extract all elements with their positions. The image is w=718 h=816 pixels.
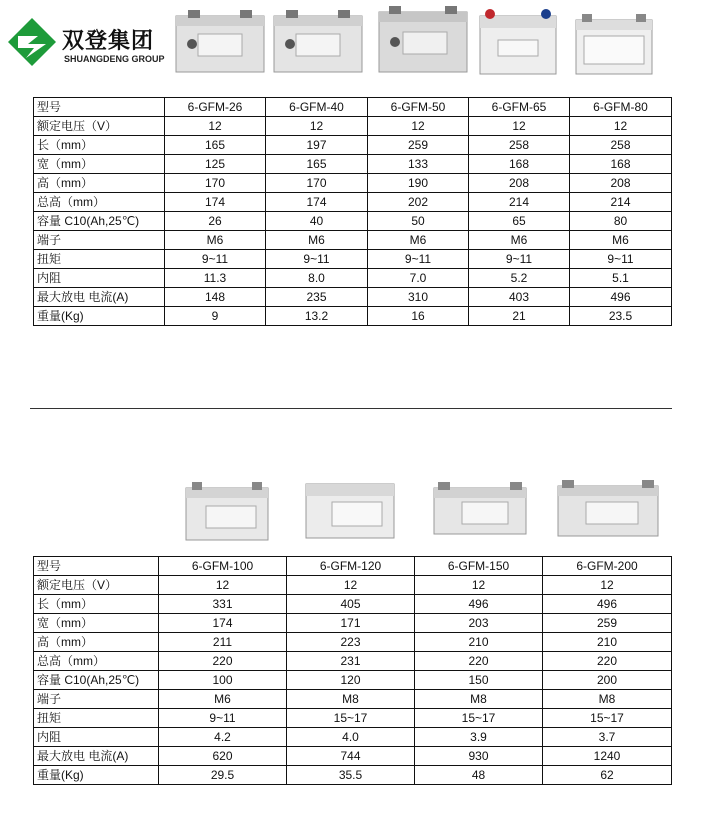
table-cell: 62 bbox=[543, 766, 672, 785]
table-cell: 214 bbox=[570, 193, 672, 212]
table-cell: M6 bbox=[266, 231, 368, 250]
table-cell: 174 bbox=[165, 193, 266, 212]
table-cell: 200 bbox=[543, 671, 672, 690]
row-label: 高（mm） bbox=[34, 633, 159, 652]
table-cell: 26 bbox=[165, 212, 266, 231]
table-cell: 405 bbox=[287, 595, 415, 614]
table-cell: 12 bbox=[159, 576, 287, 595]
table-row bbox=[34, 747, 672, 766]
table-cell: 9 bbox=[165, 307, 266, 326]
table-cell: 4.2 bbox=[159, 728, 287, 747]
row-label: 长（mm） bbox=[34, 136, 165, 155]
table-header-row bbox=[34, 557, 672, 576]
table-row bbox=[34, 633, 672, 652]
table-cell: 165 bbox=[165, 136, 266, 155]
table-cell: 174 bbox=[159, 614, 287, 633]
table-row bbox=[34, 136, 672, 155]
table-cell: 331 bbox=[159, 595, 287, 614]
table-row bbox=[34, 193, 672, 212]
model-header: 6-GFM-40 bbox=[266, 98, 368, 117]
table-cell: 211 bbox=[159, 633, 287, 652]
battery-image-6-gfm-40 bbox=[272, 8, 364, 74]
table-row bbox=[34, 595, 672, 614]
model-header: 6-GFM-80 bbox=[570, 98, 672, 117]
table-cell: 496 bbox=[543, 595, 672, 614]
table-cell: 210 bbox=[415, 633, 543, 652]
table-cell: 12 bbox=[287, 576, 415, 595]
brand-logo bbox=[4, 14, 174, 70]
table-row bbox=[34, 614, 672, 633]
table-row bbox=[34, 117, 672, 136]
table-cell: 258 bbox=[570, 136, 672, 155]
row-label: 重量(Kg) bbox=[34, 766, 159, 785]
table-cell: 16 bbox=[368, 307, 469, 326]
table-cell: 214 bbox=[469, 193, 570, 212]
model-header: 6-GFM-120 bbox=[287, 557, 415, 576]
table-cell: 259 bbox=[543, 614, 672, 633]
table-row bbox=[34, 709, 672, 728]
table-cell: 148 bbox=[165, 288, 266, 307]
table-cell: 220 bbox=[415, 652, 543, 671]
model-header: 6-GFM-65 bbox=[469, 98, 570, 117]
table-cell: 100 bbox=[159, 671, 287, 690]
table-cell: 7.0 bbox=[368, 269, 469, 288]
table-cell: 202 bbox=[368, 193, 469, 212]
table-cell: M6 bbox=[570, 231, 672, 250]
table-cell: M6 bbox=[368, 231, 469, 250]
table-cell: 210 bbox=[543, 633, 672, 652]
table-cell: 9~11 bbox=[368, 250, 469, 269]
table-cell: 12 bbox=[543, 576, 672, 595]
table-cell: M6 bbox=[159, 690, 287, 709]
table-cell: M8 bbox=[415, 690, 543, 709]
table-cell: 170 bbox=[266, 174, 368, 193]
table-cell: 23.5 bbox=[570, 307, 672, 326]
table-cell: 9~11 bbox=[159, 709, 287, 728]
table-cell: 125 bbox=[165, 155, 266, 174]
row-label: 端子 bbox=[34, 690, 159, 709]
table-cell: 3.7 bbox=[543, 728, 672, 747]
table-cell: 12 bbox=[570, 117, 672, 136]
table-row bbox=[34, 212, 672, 231]
table-cell: 9~11 bbox=[570, 250, 672, 269]
table-cell: 259 bbox=[368, 136, 469, 155]
table-cell: 12 bbox=[469, 117, 570, 136]
row-label: 内阻 bbox=[34, 728, 159, 747]
row-label: 扭矩 bbox=[34, 709, 159, 728]
table-cell: 48 bbox=[415, 766, 543, 785]
row-label: 长（mm） bbox=[34, 595, 159, 614]
table-cell: 40 bbox=[266, 212, 368, 231]
table-cell: 15~17 bbox=[415, 709, 543, 728]
table-cell: 9~11 bbox=[469, 250, 570, 269]
table-cell: 15~17 bbox=[287, 709, 415, 728]
brand-name-cn: 双登集团 bbox=[62, 29, 155, 54]
table-cell: 220 bbox=[543, 652, 672, 671]
table-cell: 403 bbox=[469, 288, 570, 307]
table-cell: 11.3 bbox=[165, 269, 266, 288]
model-header: 6-GFM-100 bbox=[159, 557, 287, 576]
row-label: 内阻 bbox=[34, 269, 165, 288]
table-row bbox=[34, 307, 672, 326]
table-cell: 496 bbox=[570, 288, 672, 307]
table-cell: 208 bbox=[469, 174, 570, 193]
row-label: 宽（mm） bbox=[34, 155, 165, 174]
table-cell: 930 bbox=[415, 747, 543, 766]
table-cell: 150 bbox=[415, 671, 543, 690]
table-cell: 168 bbox=[469, 155, 570, 174]
table-cell: 744 bbox=[287, 747, 415, 766]
table-row bbox=[34, 671, 672, 690]
table-header-row bbox=[34, 98, 672, 117]
table-row bbox=[34, 250, 672, 269]
table-row bbox=[34, 288, 672, 307]
table-cell: 223 bbox=[287, 633, 415, 652]
table-cell: 620 bbox=[159, 747, 287, 766]
table-cell: 29.5 bbox=[159, 766, 287, 785]
table-cell: 12 bbox=[368, 117, 469, 136]
row-label: 高（mm） bbox=[34, 174, 165, 193]
battery-image-6-gfm-80 bbox=[574, 10, 654, 76]
table-cell: 80 bbox=[570, 212, 672, 231]
table-cell: 170 bbox=[165, 174, 266, 193]
table-row bbox=[34, 269, 672, 288]
table-row bbox=[34, 690, 672, 709]
table-row bbox=[34, 155, 672, 174]
table-cell: 258 bbox=[469, 136, 570, 155]
model-header: 6-GFM-150 bbox=[415, 557, 543, 576]
spec-table-2 bbox=[33, 556, 672, 785]
table-cell: 133 bbox=[368, 155, 469, 174]
row-label: 额定电压（V） bbox=[34, 117, 165, 136]
table-cell: 120 bbox=[287, 671, 415, 690]
table-cell: 12 bbox=[415, 576, 543, 595]
header-label: 型号 bbox=[34, 98, 165, 117]
row-label: 宽（mm） bbox=[34, 614, 159, 633]
table-row bbox=[34, 231, 672, 250]
table-cell: 1240 bbox=[543, 747, 672, 766]
row-label: 容量 C10(Ah,25℃) bbox=[34, 671, 159, 690]
table-cell: M8 bbox=[543, 690, 672, 709]
table-cell: 12 bbox=[165, 117, 266, 136]
row-label: 扭矩 bbox=[34, 250, 165, 269]
model-header: 6-GFM-50 bbox=[368, 98, 469, 117]
table-cell: 190 bbox=[368, 174, 469, 193]
table-cell: 5.2 bbox=[469, 269, 570, 288]
table-cell: 50 bbox=[368, 212, 469, 231]
table-cell: M8 bbox=[287, 690, 415, 709]
table-row bbox=[34, 652, 672, 671]
table-cell: 171 bbox=[287, 614, 415, 633]
table-cell: 3.9 bbox=[415, 728, 543, 747]
table-cell: 496 bbox=[415, 595, 543, 614]
spec-table-1 bbox=[33, 97, 672, 326]
table-row bbox=[34, 174, 672, 193]
table-cell: 231 bbox=[287, 652, 415, 671]
battery-image-6-gfm-100 bbox=[184, 480, 270, 542]
table-cell: 310 bbox=[368, 288, 469, 307]
table-cell: M6 bbox=[165, 231, 266, 250]
row-label: 重量(Kg) bbox=[34, 307, 165, 326]
table-cell: 220 bbox=[159, 652, 287, 671]
table-cell: 65 bbox=[469, 212, 570, 231]
model-header: 6-GFM-26 bbox=[165, 98, 266, 117]
header-label: 型号 bbox=[34, 557, 159, 576]
row-label: 端子 bbox=[34, 231, 165, 250]
table-cell: 197 bbox=[266, 136, 368, 155]
battery-image-6-gfm-120 bbox=[304, 478, 396, 540]
battery-image-6-gfm-65 bbox=[478, 6, 558, 76]
row-label: 总高（mm） bbox=[34, 193, 165, 212]
battery-image-6-gfm-50 bbox=[377, 4, 469, 74]
battery-image-6-gfm-200 bbox=[556, 478, 660, 538]
table-cell: 12 bbox=[266, 117, 368, 136]
battery-image-6-gfm-150 bbox=[432, 480, 528, 536]
model-header: 6-GFM-200 bbox=[543, 557, 672, 576]
row-label: 总高（mm） bbox=[34, 652, 159, 671]
table-cell: 174 bbox=[266, 193, 368, 212]
table-cell: 165 bbox=[266, 155, 368, 174]
table-cell: 5.1 bbox=[570, 269, 672, 288]
table-cell: M6 bbox=[469, 231, 570, 250]
table-cell: 21 bbox=[469, 307, 570, 326]
shuangdeng-logo-icon bbox=[4, 14, 60, 70]
battery-image-6-gfm-26 bbox=[174, 8, 266, 74]
table-row bbox=[34, 766, 672, 785]
table-cell: 203 bbox=[415, 614, 543, 633]
table-cell: 35.5 bbox=[287, 766, 415, 785]
brand-name-en: SHUANGDENG GROUP bbox=[64, 54, 165, 64]
table-cell: 168 bbox=[570, 155, 672, 174]
table-cell: 9~11 bbox=[165, 250, 266, 269]
table-cell: 4.0 bbox=[287, 728, 415, 747]
table-cell: 208 bbox=[570, 174, 672, 193]
table-row bbox=[34, 728, 672, 747]
row-label: 最大放电 电流(A) bbox=[34, 288, 165, 307]
row-label: 额定电压（V） bbox=[34, 576, 159, 595]
table-cell: 9~11 bbox=[266, 250, 368, 269]
row-label: 最大放电 电流(A) bbox=[34, 747, 159, 766]
row-label: 容量 C10(Ah,25℃) bbox=[34, 212, 165, 231]
table-cell: 13.2 bbox=[266, 307, 368, 326]
table-cell: 235 bbox=[266, 288, 368, 307]
table-cell: 15~17 bbox=[543, 709, 672, 728]
section-divider bbox=[30, 408, 672, 409]
table-row bbox=[34, 576, 672, 595]
table-cell: 8.0 bbox=[266, 269, 368, 288]
